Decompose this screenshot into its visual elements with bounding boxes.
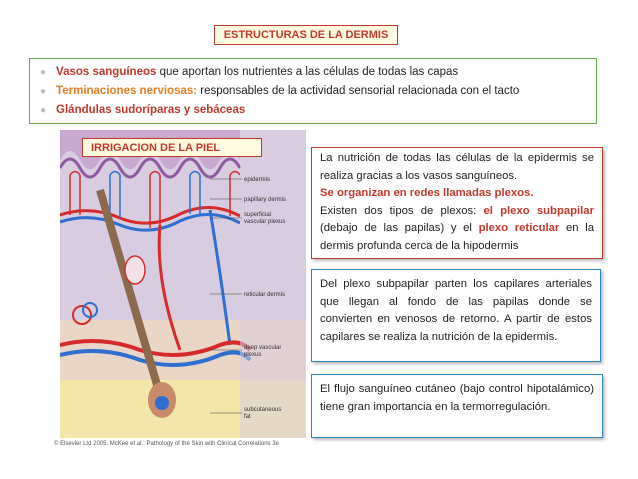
slide-title: ESTRUCTURAS DE LA DERMIS (214, 25, 398, 45)
bullet-term: Glándulas sudoríparas y sebáceas (56, 104, 246, 116)
label-epidermis: epidermis (244, 177, 271, 183)
highlight-text: Se organizan en redes llamadas plexos. (320, 187, 534, 199)
label-papillary-dermis: papillary dermis (244, 197, 287, 203)
label-deep-plexus: deep vascular (244, 345, 282, 351)
label-superficial-plexus: superficial (244, 212, 272, 218)
list-item (40, 104, 245, 116)
label-subcutaneous-2: fat (244, 414, 251, 420)
image-credit: © Elsevier Ltd 2005. McKee et al.: Pathology of the Skin with Clinical Correlations 3e (54, 441, 279, 447)
skin-illustration (60, 130, 306, 438)
paragraph: Existen dos tipos de plexos: (320, 204, 484, 217)
thermoregulation-textbox: El flujo sanguíneo cutáneo (bajo control hipotalámico) tiene gran importancia en la termorregulación. (311, 374, 603, 438)
skin-irrigation-diagram (60, 130, 306, 438)
irrigation-label: IRRIGACION DE LA PIEL (82, 138, 262, 157)
paragraph: (debajo de las papilas) y el (320, 222, 479, 234)
bullet-term: Vasos sanguíneos (56, 66, 157, 78)
list-item (40, 85, 519, 97)
bullet-icon: ● (40, 67, 47, 78)
structures-list (29, 58, 597, 124)
label-subcutaneous: subcutaneous (244, 407, 282, 413)
label-reticular-dermis: reticular dermis (244, 292, 286, 298)
nutrition-textbox (311, 147, 603, 259)
paragraph: La nutrición de todas las células de la epidermis se realiza gracias a los vasos sanguíneos. (320, 152, 594, 182)
bullet-icon: ● (40, 86, 47, 97)
bullet-text: responsables de la actividad sensorial relacionada con el tacto (197, 85, 520, 97)
bullet-text: que aportan los nutrientes a las células de todas las capas (156, 66, 459, 78)
paragraph: en la dermis profunda cerca de la hipodermis (320, 222, 595, 252)
label-deep-plexus-2: plexus (244, 352, 262, 358)
highlight-text: plexo reticular (478, 222, 560, 234)
highlight-text: el plexo subpapilar (483, 204, 594, 217)
list-item (40, 66, 458, 78)
bullet-term: Terminaciones nerviosas: (56, 85, 198, 97)
subpapillary-textbox: Del plexo subpapilar parten los capilares arteriales que llegan al fondo de las papilas donde se convierten en venosos de retorno. A partir de estos capilares se realiza la nutrición de la epidermis. (311, 269, 601, 362)
bullet-icon: ● (40, 105, 47, 116)
label-superficial-plexus-2: vascular plexus (244, 219, 286, 225)
